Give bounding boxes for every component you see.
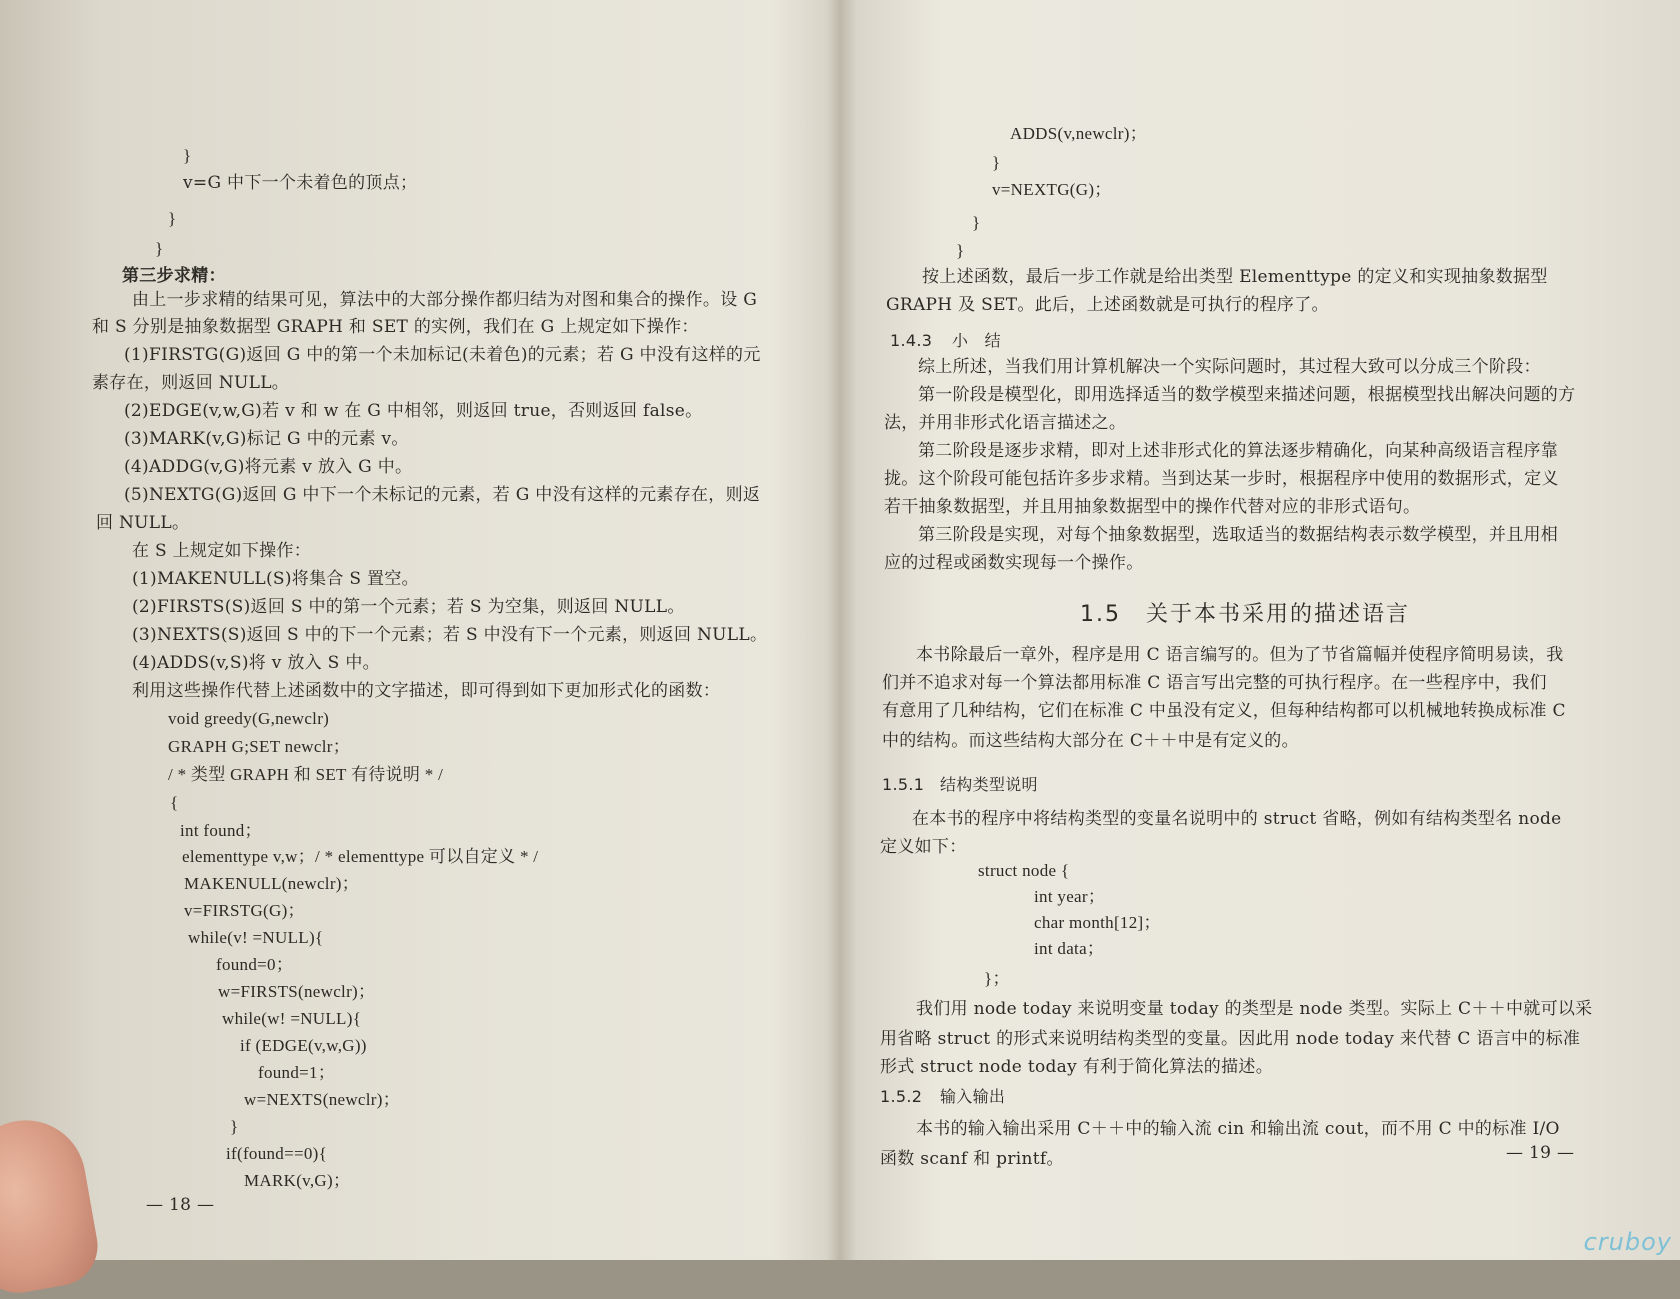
paragraph-line: 法，并用非形式化语言描述之。 (884, 413, 1127, 433)
paragraph-line: 中的结构。而这些结构大部分在 C＋＋中是有定义的。 (882, 731, 1299, 751)
code-line: { (170, 793, 179, 812)
paragraph-line: (3)NEXTS(S)返回 S 中的下一个元素；若 S 中没有下一个元素，则返回 NULL。 (132, 625, 768, 645)
code-line: found=1； (258, 1063, 336, 1082)
code-line: } (230, 1117, 239, 1136)
code-line: while(w! =NULL){ (222, 1009, 362, 1028)
paragraph-line: 第一阶段是模型化，即用选择适当的数学模型来描述问题，根据模型找出解决问题的方 (918, 385, 1576, 405)
code-line: v=G 中下一个未着色的顶点； (183, 173, 418, 193)
code-line: ADDS(v,newclr)； (1010, 124, 1148, 143)
paragraph-line: 综上所述，当我们用计算机解决一个实际问题时，其过程大致可以分成三个阶段： (918, 357, 1541, 377)
code-line: } (956, 241, 965, 260)
paragraph-line: 第二阶段是逐步求精，即对上述非形式化的算法逐步精确化，向某种高级语言程序靠 (918, 441, 1559, 461)
paragraph-line: (2)FIRSTS(S)返回 S 中的第一个元素；若 S 为空集，则返回 NULL。 (132, 597, 685, 617)
code-line: } (992, 153, 1001, 172)
paragraph-line: 利用这些操作代替上述函数中的文字描述，即可得到如下更加形式化的函数： (132, 681, 721, 701)
code-line: w=FIRSTS(newclr)； (218, 982, 376, 1001)
paragraph-line: 和 S 分别是抽象数据型 GRAPH 和 SET 的实例，我们在 G 上规定如下操作： (92, 317, 699, 337)
paragraph-line: 形式 struct node today 有利于简化算法的描述。 (880, 1057, 1274, 1077)
section-title: 小 结 (952, 331, 1001, 350)
paragraph-line: 回 NULL。 (96, 513, 190, 533)
paragraph-line: (5)NEXTG(G)返回 G 中下一个未标记的元素，若 G 中没有这样的元素存在，则返 (124, 485, 761, 505)
paragraph-line: GRAPH 及 SET。此后，上述函数就是可执行的程序了。 (886, 295, 1329, 315)
paragraph-line: 定义如下： (880, 837, 967, 857)
code-line: } (183, 146, 192, 165)
code-line: int data； (1034, 939, 1105, 958)
code-line: while(v! =NULL){ (188, 928, 324, 947)
code-line: MAKENULL(newclr)； (184, 874, 360, 893)
code-line: } (168, 209, 177, 228)
code-line: } (155, 239, 164, 258)
section-title: 结构类型说明 (940, 775, 1038, 794)
code-line: struct node { (978, 861, 1070, 880)
code-line: v=NEXTG(G)； (992, 180, 1112, 199)
code-line: int year； (1034, 887, 1106, 906)
code-line: GRAPH G;SET newclr； (168, 737, 350, 756)
section-title: 关于本书采用的描述语言 (1146, 602, 1411, 627)
section-number: 1.5.2 (880, 1087, 923, 1106)
paragraph-line: (2)EDGE(v,w,G)若 v 和 w 在 G 中相邻，则返回 true，否则返回 false。 (124, 401, 703, 421)
paragraph-line: 按上述函数，最后一步工作就是给出类型 Elementtype 的定义和实现抽象数据型 (922, 267, 1548, 287)
section-number: 1.5.1 (882, 775, 925, 794)
step-heading: 第三步求精： (122, 266, 226, 286)
watermark: cruboy (1583, 1228, 1672, 1256)
code-line: if (EDGE(v,w,G)) (240, 1036, 367, 1055)
paragraph-line: 若干抽象数据型，并且用抽象数据型中的操作代替对应的非形式语句。 (884, 497, 1421, 517)
code-line: v=FIRSTG(G)； (184, 901, 305, 920)
page-number: — 18 — (146, 1195, 215, 1215)
paragraph-line: 由上一步求精的结果可见，算法中的大部分操作都归结为对图和集合的操作。设 G (132, 290, 758, 310)
paragraph-line: 我们用 node today 来说明变量 today 的类型是 node 类型。实际上 C＋＋中就可以采 (916, 999, 1593, 1019)
section-number: 1.5 (1080, 602, 1121, 627)
paragraph-line: 函数 scanf 和 printf。 (880, 1149, 1064, 1169)
section-number: 1.4.3 (890, 331, 933, 350)
left-page (0, 0, 820, 1260)
code-line: }； (984, 969, 1010, 988)
code-line: int found； (180, 821, 262, 840)
code-line: elementtype v,w；/ * elementtype 可以自定义 * / (182, 847, 539, 866)
paragraph-line: 用省略 struct 的形式来说明结构类型的变量。因此用 node today 来代替 C 语言中的标准 (880, 1029, 1581, 1049)
paragraph-line: 应的过程或函数实现每一个操作。 (884, 553, 1144, 573)
paragraph-line: (3)MARK(v,G)标记 G 中的元素 v。 (124, 429, 409, 449)
paragraph-line: (4)ADDG(v,G)将元素 v 放入 G 中。 (124, 457, 413, 477)
code-line: / * 类型 GRAPH 和 SET 有待说明 * / (168, 765, 444, 784)
paragraph-line: 有意用了几种结构，它们在标准 C 中虽没有定义，但每种结构都可以机械地转换成标准 C (882, 701, 1566, 721)
paragraph-line: 拢。这个阶段可能包括许多步求精。当到达某一步时，根据程序中使用的数据形式，定义 (884, 469, 1559, 489)
page-number: — 19 — (1506, 1143, 1575, 1163)
section-title: 输入输出 (940, 1087, 1006, 1106)
paragraph-line: (4)ADDS(v,S)将 v 放入 S 中。 (132, 653, 380, 673)
paragraph-line: 本书的输入输出采用 C＋＋中的输入流 cin 和输出流 cout，而不用 C 中的标准 I/O (916, 1119, 1560, 1139)
paragraph-line: 第三阶段是实现，对每个抽象数据型，选取适当的数据结构表示数学模型，并且用相 (918, 525, 1559, 545)
code-line: w=NEXTS(newclr)； (244, 1090, 401, 1109)
code-line: if(found==0){ (226, 1144, 328, 1163)
code-line: found=0； (216, 955, 294, 974)
code-line: MARK(v,G)； (244, 1171, 351, 1190)
paragraph-line: 素存在，则返回 NULL。 (92, 373, 290, 393)
code-line: char month[12]； (1034, 913, 1161, 932)
paragraph-line: (1)MAKENULL(S)将集合 S 置空。 (132, 569, 419, 589)
paragraph-line: (1)FIRSTG(G)返回 G 中的第一个未加标记(未着色)的元素；若 G 中没有这样的元 (124, 345, 761, 365)
code-line: void greedy(G,newclr) (168, 709, 330, 728)
code-line: } (972, 213, 981, 232)
right-page (820, 0, 1680, 1260)
paragraph-line: 本书除最后一章外，程序是用 C 语言编写的。但为了节省篇幅并使程序简明易读，我 (916, 645, 1564, 665)
paragraph-line: 们并不追求对每一个算法都用标准 C 语言写出完整的可执行程序。在一些程序中，我们 (882, 673, 1547, 693)
paragraph-line: 在 S 上规定如下操作： (132, 541, 312, 561)
paragraph-line: 在本书的程序中将结构类型的变量名说明中的 struct 省略，例如有结构类型名 node (912, 809, 1562, 829)
